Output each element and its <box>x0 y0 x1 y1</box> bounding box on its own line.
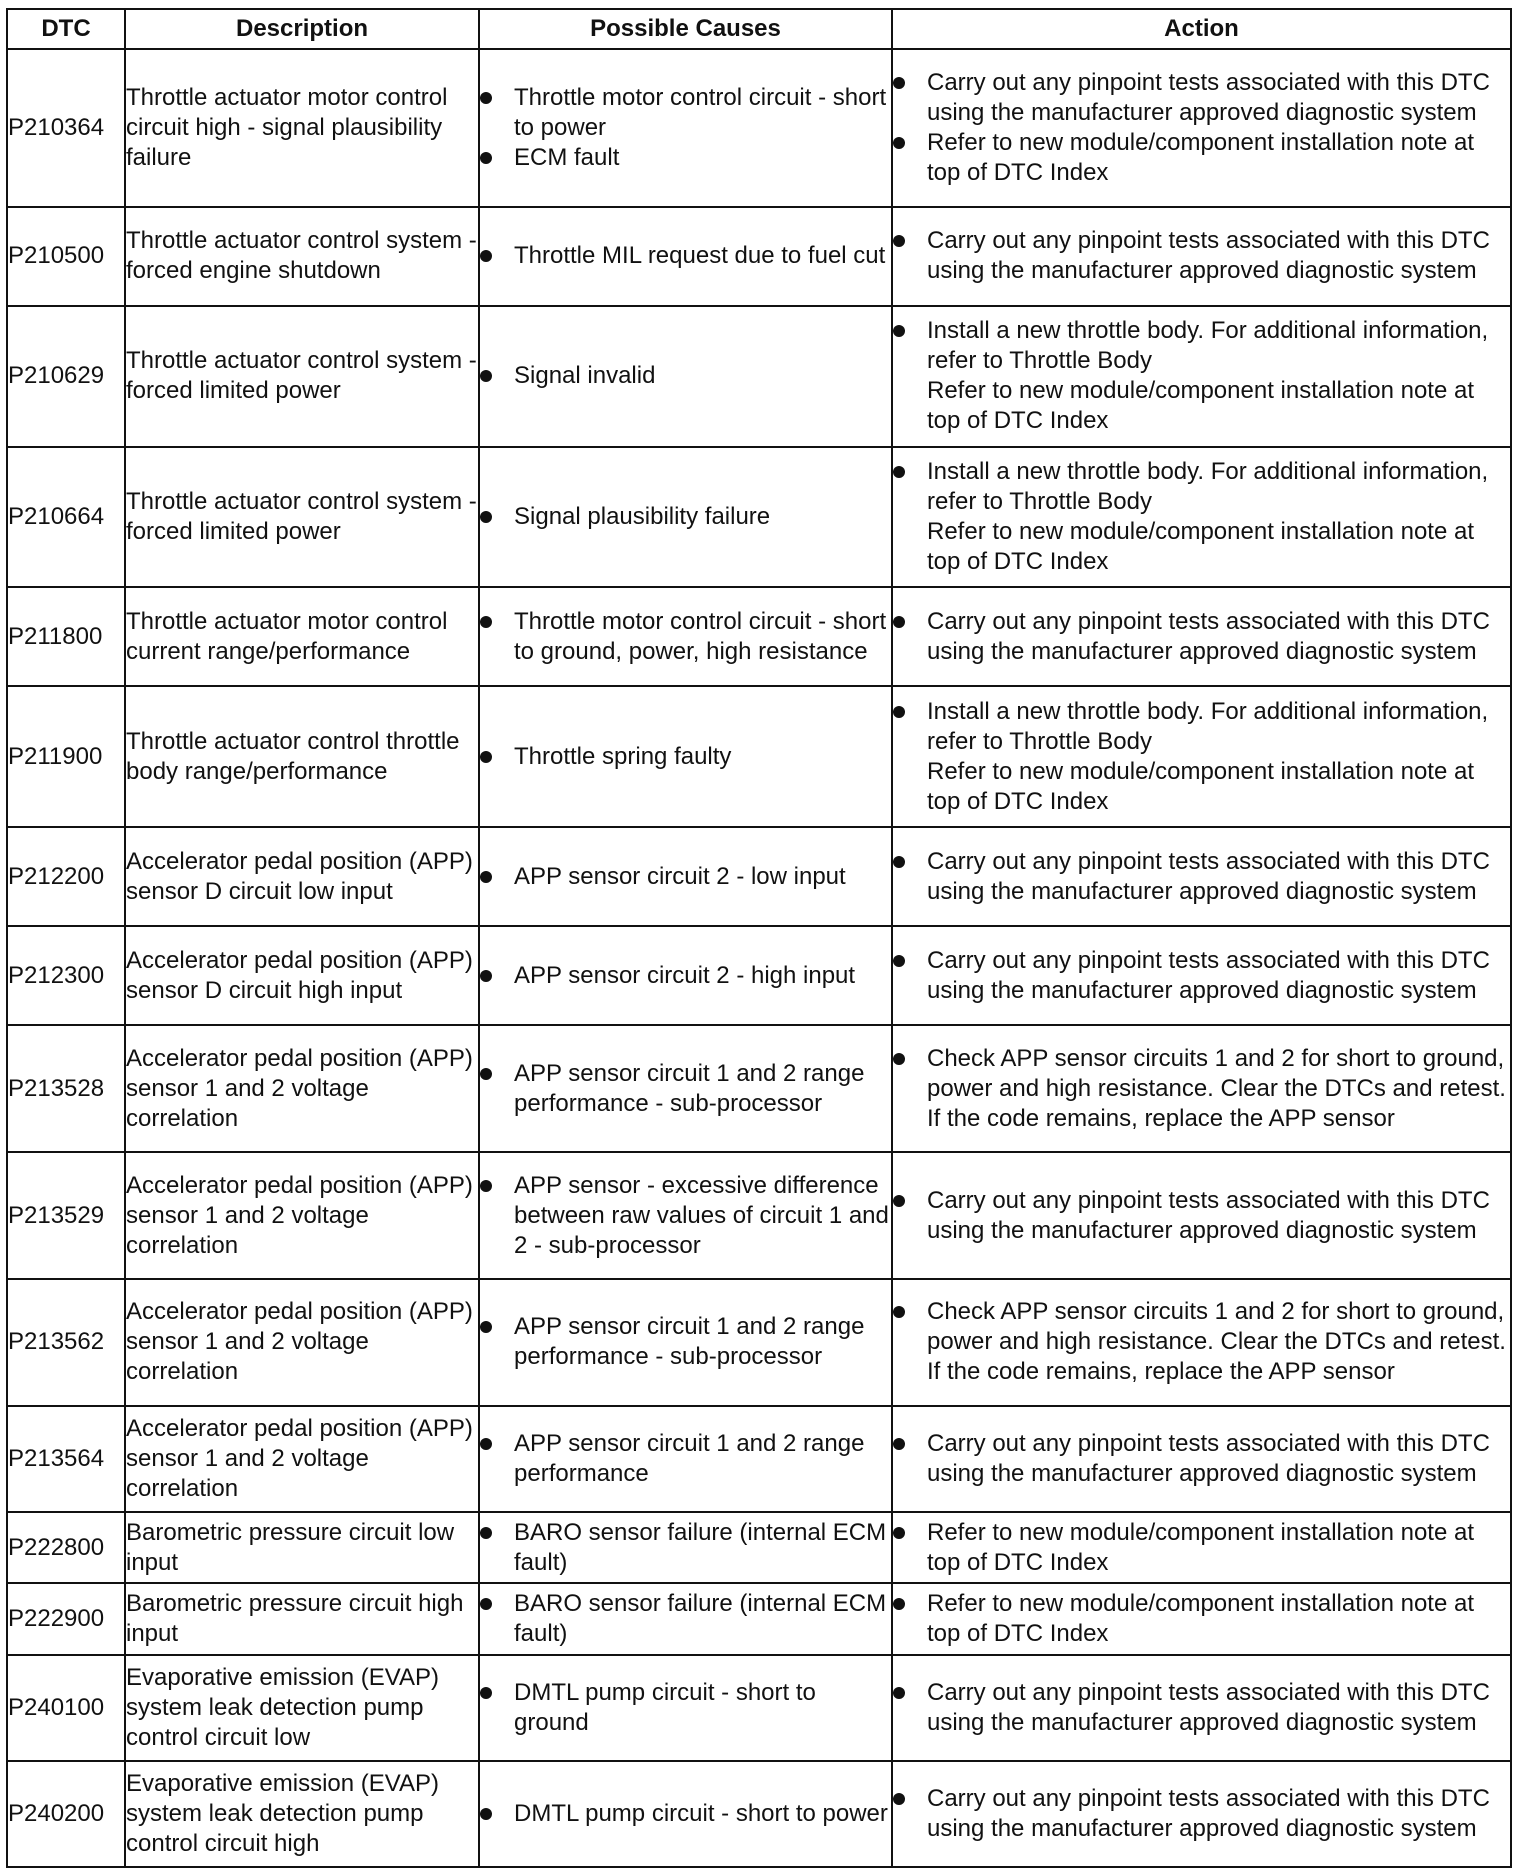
actions-list <box>893 68 1510 188</box>
table-row <box>7 207 1511 306</box>
table-row <box>7 49 1511 207</box>
dtc-code: P213529 <box>7 1152 125 1279</box>
cause-item: ECM fault <box>480 143 891 173</box>
actions-list <box>893 1297 1510 1387</box>
causes-list <box>480 361 891 391</box>
actions-list <box>893 697 1510 817</box>
header-action: Action <box>892 9 1511 49</box>
header-possible-causes: Possible Causes <box>479 9 892 49</box>
dtc-description: Evaporative emission (EVAP) system leak detection pump control circuit high <box>125 1761 479 1867</box>
possible-causes-cell <box>479 49 892 207</box>
dtc-code: P212200 <box>7 827 125 926</box>
dtc-table <box>6 8 1512 1868</box>
causes-list <box>480 1312 891 1372</box>
action-item: Carry out any pinpoint tests associated with this DTC using the manufacturer approved diagnostic system <box>893 946 1510 1006</box>
action-cell <box>892 1655 1511 1761</box>
dtc-description: Accelerator pedal position (APP) sensor D circuit high input <box>125 926 479 1025</box>
dtc-description: Throttle actuator motor control current range/performance <box>125 587 479 686</box>
actions-list <box>893 1429 1510 1489</box>
action-item: Carry out any pinpoint tests associated with this DTC using the manufacturer approved diagnostic system <box>893 847 1510 907</box>
possible-causes-cell <box>479 1512 892 1583</box>
possible-causes-cell <box>479 1406 892 1512</box>
dtc-description: Accelerator pedal position (APP) sensor 1 and 2 voltage correlation <box>125 1406 479 1512</box>
cause-item: APP sensor circuit 2 - low input <box>480 862 891 892</box>
table-row <box>7 686 1511 827</box>
action-cell <box>892 1512 1511 1583</box>
table-row <box>7 926 1511 1025</box>
action-item: Carry out any pinpoint tests associated with this DTC using the manufacturer approved diagnostic system <box>893 68 1510 128</box>
cause-item: BARO sensor failure (internal ECM fault) <box>480 1518 891 1578</box>
header-row <box>7 9 1511 49</box>
possible-causes-cell <box>479 1655 892 1761</box>
action-item: Carry out any pinpoint tests associated with this DTC using the manufacturer approved diagnostic system <box>893 1784 1510 1844</box>
action-item: Install a new throttle body. For additional information, refer to Throttle Body Refer to new module/component installation note at top of DTC Index <box>893 316 1510 436</box>
actions-list <box>893 1186 1510 1246</box>
causes-list <box>480 862 891 892</box>
causes-list <box>480 607 891 667</box>
action-item: Carry out any pinpoint tests associated with this DTC using the manufacturer approved diagnostic system <box>893 1186 1510 1246</box>
cause-item: Throttle spring faulty <box>480 742 891 772</box>
possible-causes-cell <box>479 1152 892 1279</box>
action-cell <box>892 447 1511 588</box>
dtc-description: Barometric pressure circuit high input <box>125 1583 479 1654</box>
possible-causes-cell <box>479 1279 892 1406</box>
cause-item: DMTL pump circuit - short to power <box>480 1799 891 1829</box>
cause-item: APP sensor circuit 1 and 2 range performance - sub-processor <box>480 1312 891 1372</box>
action-cell <box>892 1025 1511 1152</box>
action-cell <box>892 827 1511 926</box>
possible-causes-cell <box>479 447 892 588</box>
causes-list <box>480 1429 891 1489</box>
causes-list <box>480 1171 891 1261</box>
action-item: Install a new throttle body. For additional information, refer to Throttle Body Refer to new module/component installation note at top of DTC Index <box>893 697 1510 817</box>
table-row <box>7 1279 1511 1406</box>
possible-causes-cell <box>479 306 892 447</box>
action-item: Check APP sensor circuits 1 and 2 for short to ground, power and high resistance. Clear the DTCs and retest. If the code remains, replace the APP sensor <box>893 1044 1510 1134</box>
dtc-code: P213562 <box>7 1279 125 1406</box>
header-dtc: DTC <box>7 9 125 49</box>
dtc-description: Throttle actuator control system - forced limited power <box>125 447 479 588</box>
actions-list <box>893 457 1510 577</box>
table-row <box>7 1025 1511 1152</box>
cause-item: APP sensor circuit 1 and 2 range performance <box>480 1429 891 1489</box>
cause-item: Throttle MIL request due to fuel cut <box>480 241 891 271</box>
cause-item: Throttle motor control circuit - short to ground, power, high resistance <box>480 607 891 667</box>
cause-item: Signal plausibility failure <box>480 502 891 532</box>
action-cell <box>892 686 1511 827</box>
action-cell <box>892 1406 1511 1512</box>
cause-item: APP sensor - excessive difference between raw values of circuit 1 and 2 - sub-processor <box>480 1171 891 1261</box>
table-row <box>7 1655 1511 1761</box>
dtc-description: Barometric pressure circuit low input <box>125 1512 479 1583</box>
cause-item: APP sensor circuit 1 and 2 range performance - sub-processor <box>480 1059 891 1119</box>
dtc-code: P212300 <box>7 926 125 1025</box>
cause-item: DMTL pump circuit - short to ground <box>480 1678 891 1738</box>
table-row <box>7 827 1511 926</box>
dtc-code: P213528 <box>7 1025 125 1152</box>
dtc-description: Throttle actuator motor control circuit high - signal plausibility failure <box>125 49 479 207</box>
action-item: Carry out any pinpoint tests associated with this DTC using the manufacturer approved diagnostic system <box>893 1429 1510 1489</box>
dtc-description: Accelerator pedal position (APP) sensor 1 and 2 voltage correlation <box>125 1152 479 1279</box>
actions-list <box>893 1589 1510 1649</box>
dtc-code: P213564 <box>7 1406 125 1512</box>
cause-item: Throttle motor control circuit - short to power <box>480 83 891 143</box>
action-item: Carry out any pinpoint tests associated with this DTC using the manufacturer approved diagnostic system <box>893 226 1510 286</box>
dtc-description: Accelerator pedal position (APP) sensor 1 and 2 voltage correlation <box>125 1025 479 1152</box>
possible-causes-cell <box>479 1583 892 1654</box>
action-item: Refer to new module/component installation note at top of DTC Index <box>893 1589 1510 1649</box>
cause-item: Signal invalid <box>480 361 891 391</box>
actions-list <box>893 1784 1510 1844</box>
dtc-description: Evaporative emission (EVAP) system leak detection pump control circuit low <box>125 1655 479 1761</box>
dtc-code: P240100 <box>7 1655 125 1761</box>
action-item: Install a new throttle body. For additional information, refer to Throttle Body Refer to new module/component installation note at top of DTC Index <box>893 457 1510 577</box>
dtc-description: Throttle actuator control system - forced engine shutdown <box>125 207 479 306</box>
causes-list <box>480 1678 891 1738</box>
dtc-code: P211800 <box>7 587 125 686</box>
dtc-code: P222800 <box>7 1512 125 1583</box>
action-item: Refer to new module/component installation note at top of DTC Index <box>893 128 1510 188</box>
table-row <box>7 1152 1511 1279</box>
cause-item: BARO sensor failure (internal ECM fault) <box>480 1589 891 1649</box>
causes-list <box>480 742 891 772</box>
possible-causes-cell <box>479 1025 892 1152</box>
action-cell <box>892 1152 1511 1279</box>
causes-list <box>480 502 891 532</box>
action-cell <box>892 587 1511 686</box>
possible-causes-cell <box>479 587 892 686</box>
actions-list <box>893 607 1510 667</box>
dtc-description: Accelerator pedal position (APP) sensor D circuit low input <box>125 827 479 926</box>
causes-list <box>480 83 891 173</box>
causes-list <box>480 961 891 991</box>
table-row <box>7 1512 1511 1583</box>
table-row <box>7 1583 1511 1654</box>
dtc-description: Throttle actuator control throttle body range/performance <box>125 686 479 827</box>
actions-list <box>893 226 1510 286</box>
action-cell <box>892 1761 1511 1867</box>
table-body <box>7 49 1511 1867</box>
possible-causes-cell <box>479 1761 892 1867</box>
possible-causes-cell <box>479 207 892 306</box>
actions-list <box>893 1678 1510 1738</box>
action-cell <box>892 1279 1511 1406</box>
actions-list <box>893 316 1510 436</box>
dtc-code: P211900 <box>7 686 125 827</box>
action-cell <box>892 306 1511 447</box>
action-item: Refer to new module/component installation note at top of DTC Index <box>893 1518 1510 1578</box>
table-row <box>7 1406 1511 1512</box>
dtc-code: P210664 <box>7 447 125 588</box>
action-cell <box>892 1583 1511 1654</box>
action-cell <box>892 926 1511 1025</box>
dtc-code: P210629 <box>7 306 125 447</box>
possible-causes-cell <box>479 827 892 926</box>
causes-list <box>480 241 891 271</box>
causes-list <box>480 1518 891 1578</box>
causes-list <box>480 1589 891 1649</box>
causes-list <box>480 1799 891 1829</box>
actions-list <box>893 1518 1510 1578</box>
cause-item: APP sensor circuit 2 - high input <box>480 961 891 991</box>
table-row <box>7 447 1511 588</box>
header-description: Description <box>125 9 479 49</box>
table-row <box>7 1761 1511 1867</box>
possible-causes-cell <box>479 686 892 827</box>
table-row <box>7 587 1511 686</box>
possible-causes-cell <box>479 926 892 1025</box>
action-item: Check APP sensor circuits 1 and 2 for short to ground, power and high resistance. Clear the DTCs and retest. If the code remains, replace the APP sensor <box>893 1297 1510 1387</box>
causes-list <box>480 1059 891 1119</box>
action-cell <box>892 207 1511 306</box>
action-item: Carry out any pinpoint tests associated with this DTC using the manufacturer approved diagnostic system <box>893 1678 1510 1738</box>
action-item: Carry out any pinpoint tests associated with this DTC using the manufacturer approved diagnostic system <box>893 607 1510 667</box>
table-row <box>7 306 1511 447</box>
actions-list <box>893 1044 1510 1134</box>
dtc-code: P240200 <box>7 1761 125 1867</box>
action-cell <box>892 49 1511 207</box>
dtc-description: Throttle actuator control system - forced limited power <box>125 306 479 447</box>
dtc-code: P210500 <box>7 207 125 306</box>
dtc-code: P210364 <box>7 49 125 207</box>
dtc-description: Accelerator pedal position (APP) sensor 1 and 2 voltage correlation <box>125 1279 479 1406</box>
dtc-code: P222900 <box>7 1583 125 1654</box>
actions-list <box>893 847 1510 907</box>
actions-list <box>893 946 1510 1006</box>
